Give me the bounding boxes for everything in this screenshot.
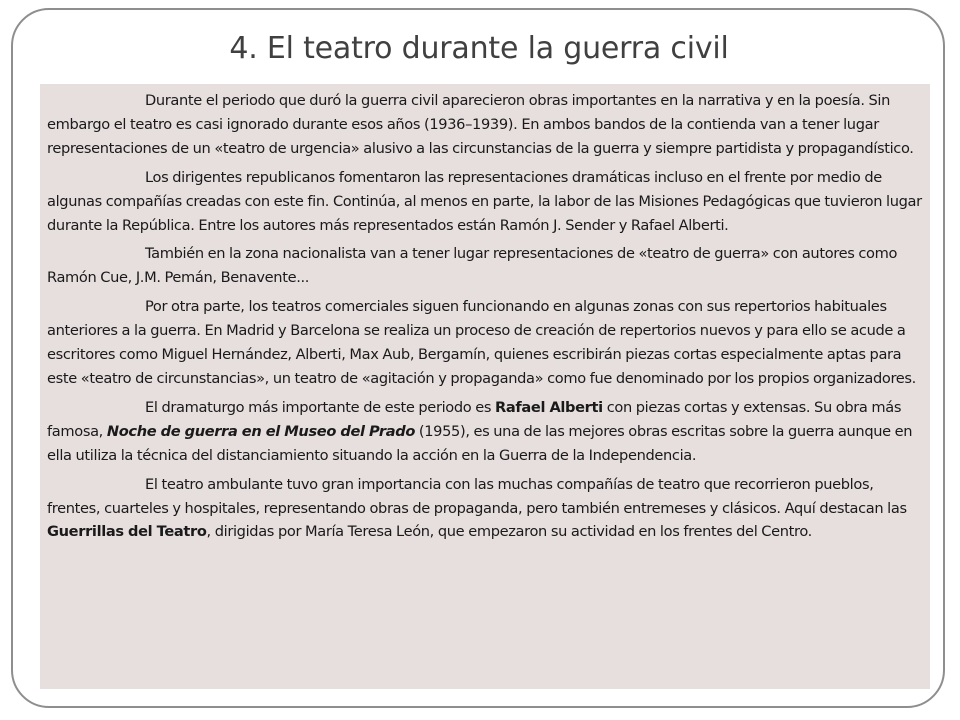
paragraph-5 [47,396,922,468]
paragraph-1: Durante el periodo que duró la guerra civil aparecieron obras importantes en la narrativa y en la poesía. Sin embargo el teatro es casi ignorado durante esos años (1936–1939). En ambos bandos de la contienda van a tener lugar representaciones de un «teatro de urgencia» alusivo a las circunstancias de la guerra y siempre partidista y propagandístico. [47,92,914,157]
company-name-guerrillas: Guerrillas del Teatro [47,523,207,541]
paragraph-2: Los dirigentes republicanos fomentaron las representaciones dramáticas incluso en el frente por medio de algunas compañías creadas con este fin. Continúa, al menos en parte, la labor de las Misiones Pedagógicas que tuvieron lugar durante la República. Entre los autores más representados están Ramón J. Sender y Rafael Alberti. [47,168,922,234]
text-content-box [40,84,930,689]
author-name-alberti: Rafael Alberti [495,398,603,416]
paragraph-4: Por otra parte, los teatros comerciales siguen funcionando en algunas zonas con sus repertorios habituales anteriores a la guerra. En Madrid y Barcelona se realiza un proceso de creación de repertorios nuevos y para ello se acude a escritores como Miguel Hernández, Alberti, Max Aub, Bergamín, quienes escribirán piezas cortas especialmente aptas para este «teatro de circunstancias», un teatro de «agitación y propaganda» como fue denominado por los propios organizadores. [47,298,916,387]
paragraph-6 [47,473,922,545]
paragraph-5-text-e: (1955), es una de las mejores obras escritas sobre la guerra aunque en ella utiliza la técnica del distanciamiento situando la acción en la Guerra de la Independencia. [47,422,913,464]
page-title: 4. El teatro durante la guerra civil [229,31,729,66]
paragraph-6-text-a: El teatro ambulante tuvo gran importancia con las muchas compañías de teatro que recorrieron pueblos, frentes, cuarteles y hospitales, representando obras de propaganda, pero también entremeses y clásicos. Aquí destacan las [47,475,907,517]
paragraph-3: También en la zona nacionalista van a tener lugar representaciones de «teatro de guerra» con autores como Ramón Cue, J.M. Pemán, Benavente... [47,245,898,287]
work-title-noche-de-guerra: Noche de guerra en el Museo del Prado [106,422,415,440]
paragraph-5-text-a: El dramaturgo más importante de este periodo es [145,398,496,416]
paragraph-6-text-c: , dirigidas por María Teresa León, que empezaron su actividad en los frentes del Centro. [206,523,812,541]
paragraph-5-text-c: con piezas cortas y extensas. Su obra más famosa, [47,398,902,440]
